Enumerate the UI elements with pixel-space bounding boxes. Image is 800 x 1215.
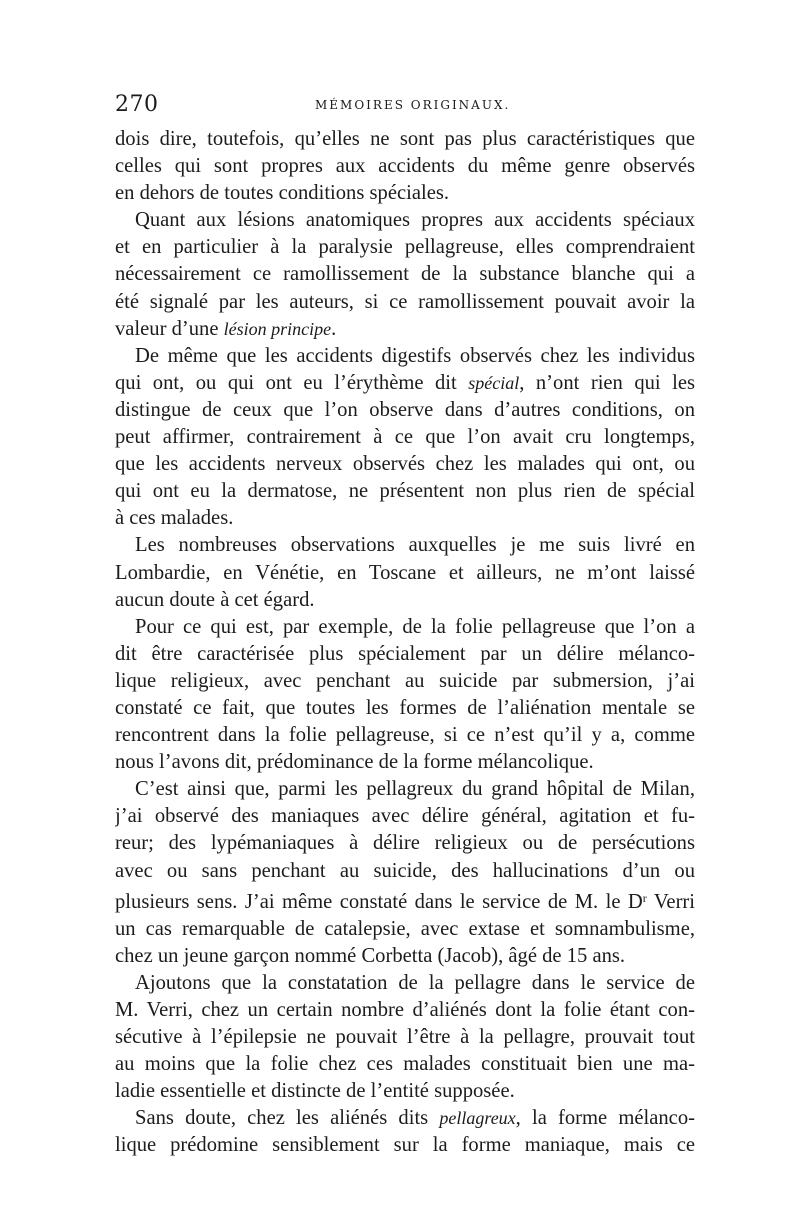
text-line-main: De même que les accidents digestifs observés chez les individus [135, 344, 695, 367]
text-line [115, 668, 695, 695]
text-line-main: nous l’avons dit, prédominance de la forme mélancolique. [115, 751, 594, 774]
page-number: 270 [115, 92, 159, 117]
text-line [115, 858, 695, 885]
text-line [115, 261, 695, 288]
text-line-tail: , n’ont rien qui les [519, 371, 695, 394]
text-line-main: celles qui sont propres aux accidents du même genre observés [115, 155, 695, 178]
text-line [115, 560, 695, 587]
text-line [115, 532, 695, 559]
text-line-main: M. Verri, chez un certain nombre d’aliénés dont la folie étant con- [115, 999, 695, 1021]
text-line-tail: . [331, 317, 337, 340]
text-line [115, 1132, 695, 1159]
text-line-main: sécutive à l’épilepsie ne pouvait l’être à la pellagre, prouvait tout [115, 1026, 695, 1049]
text-line [115, 587, 695, 614]
text-line-main: que les accidents nerveux observés chez les malades qui ont, ou [115, 453, 695, 476]
text-line-main: nécessairement ce ramollissement de la substance blanche qui a [115, 263, 695, 286]
text-line-main: Sans doute, chez les aliénés dits [135, 1107, 440, 1130]
text-line [115, 1051, 695, 1078]
text-line-main: Les nombreuses observations auxquelles je me suis livré en [135, 534, 695, 557]
text-line [115, 997, 695, 1024]
text-line [115, 126, 695, 153]
text-line [115, 180, 695, 207]
text-line-main: j’ai observé des maniaques avec délire général, agitation et fu- [115, 805, 695, 828]
text-line [115, 830, 695, 857]
text-line-main: chez un jeune garçon nommé Corbetta (Jacob), âgé de 15 ans. [115, 944, 626, 967]
text-line-main: valeur d’une [115, 317, 224, 340]
text-line [115, 943, 695, 970]
text-line-main: dit être caractérisée plus spécialement par un délire mélanco- [115, 642, 695, 665]
text-line-main: peut affirmer, contrairement à ce que l’on avait cru longtemps, [115, 426, 695, 449]
text-line [115, 343, 695, 370]
text-line-main: Ajoutons que la constatation de la pellagre dans le service de [135, 971, 695, 994]
text-line [115, 370, 695, 397]
text-line-main: Pour ce qui est, par exemple, de la folie pellagreuse que l’on a [135, 615, 695, 638]
superscript: r [642, 890, 647, 905]
text-line-main: plusieurs sens. J’ai même constaté dans le service de M. le D [115, 890, 643, 913]
text-line [115, 1024, 695, 1051]
text-line-main: qui ont eu la dermatose, ne présentent non plus rien de spécial [115, 480, 695, 503]
text-line-main: au moins que la folie chez ces malades constituait bien une ma- [115, 1053, 695, 1076]
italic-phrase: pellagreux [439, 1108, 516, 1129]
text-line-main: rencontrent dans la folie pellagreuse, si ce n’est qu’il y a, comme [115, 724, 695, 747]
text-line-main: qui ont, ou qui ont eu l’érythème dit [115, 371, 469, 394]
text-line [115, 451, 695, 478]
text-line [115, 749, 695, 776]
text-line [115, 424, 695, 451]
text-line [115, 153, 695, 180]
page-header [115, 92, 695, 120]
text-line-main: Quant aux lésions anatomiques propres aux accidents spéciaux [135, 209, 695, 232]
text-line-main: distingue de ceux que l’on observe dans d’autres conditions, on [115, 398, 695, 421]
text-line-main: constaté ce fait, que toutes les formes de l’aliénation mentale se [115, 696, 695, 719]
text-line [115, 207, 695, 234]
running-head: MÉMOIRES ORIGINAUX. [315, 98, 511, 112]
text-line-main: à ces malades. [115, 507, 234, 530]
text-line-main: C’est ainsi que, parmi les pellagreux du grand hôpital de Milan, [135, 778, 695, 801]
text-line [115, 1078, 695, 1105]
text-line-main: Lombardie, en Vénétie, en Toscane et ailleurs, ne m’ont laissé [115, 561, 695, 584]
text-line [115, 234, 695, 261]
text-line [115, 397, 695, 424]
text-line-main: aucun doute à cet égard. [115, 588, 315, 611]
text-line-main: et en particulier à la paralysie pellagreuse, elles comprendraient [115, 236, 695, 259]
text-line-main: dois dire, toutefois, qu’elles ne sont pas plus caractéristiques que [115, 128, 695, 150]
text-line [115, 478, 695, 505]
text-line-main: un cas remarquable de catalepsie, avec extase et somnambulisme, [115, 917, 695, 940]
text-line-tail: , la forme mélanco- [515, 1107, 695, 1130]
text-line-main: avec ou sans penchant au suicide, des hallucinations d’un ou [115, 859, 695, 882]
text-line-main: en dehors de toutes conditions spéciales. [115, 182, 449, 205]
text-line [115, 641, 695, 668]
text-line [115, 885, 695, 916]
body-text [115, 126, 695, 1160]
book-page [115, 92, 695, 1160]
text-line [115, 614, 695, 641]
text-line [115, 803, 695, 830]
text-line [115, 776, 695, 803]
text-line [115, 316, 695, 343]
text-line [115, 695, 695, 722]
italic-phrase: spécial [468, 372, 520, 393]
italic-phrase: lésion principe [223, 318, 332, 339]
text-line [115, 970, 695, 997]
text-line [115, 722, 695, 749]
text-line [115, 1105, 695, 1132]
text-line-main: été signalé par les auteurs, si ce ramollissement pouvait avoir la [115, 290, 695, 313]
text-line [115, 289, 695, 316]
text-line-main: reur; des lypémaniaques à délire religieux ou de persécutions [115, 832, 695, 855]
text-line-tail: Verri [646, 890, 695, 913]
text-line-main: lique religieux, avec penchant au suicide par submersion, j’ai [115, 669, 695, 692]
text-line [115, 916, 695, 943]
text-line-main: lique prédomine sensiblement sur la forme maniaque, mais ce [115, 1134, 695, 1157]
text-line-main: ladie essentielle et distincte de l’entité supposée. [115, 1080, 515, 1103]
text-line [115, 505, 695, 532]
